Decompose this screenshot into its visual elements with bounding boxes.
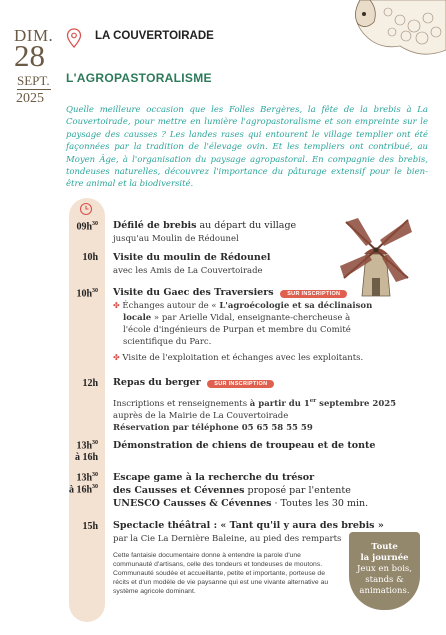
date-year: 2025 xyxy=(16,91,44,106)
event-2-title: Visite du moulin de Rédounel xyxy=(113,252,271,263)
registration-badge: SUR INSCRIPTION xyxy=(207,380,274,388)
date-divider xyxy=(17,89,51,90)
sheep-illustration xyxy=(330,0,446,66)
event-6-time: $13h^{30}$ xyxy=(76,472,98,484)
event-4-title: Repas du berger SUR INSCRIPTION xyxy=(113,377,274,388)
event-3-bullet-2: ✤ Visite de l'exploitation et échanges avec les exploitants. xyxy=(113,353,364,363)
clock-icon xyxy=(79,202,93,216)
event-4-detail: Inscriptions et renseignements à partir du 1er septembre 2025 auprès de la Mairie de La Couvertoirade Réservation par téléphone 05 65 58 55 59 xyxy=(113,398,397,433)
event-1-detail: jusqu'au Moulin de Rédounel xyxy=(113,234,239,244)
tag-body: Jeux en bois, stands & animations. xyxy=(357,564,412,596)
windmill-illustration xyxy=(338,212,414,298)
event-4-time: 12h xyxy=(82,378,98,389)
bullet-icon: ✤ xyxy=(113,353,120,362)
event-5-time-end: à 16h xyxy=(74,452,98,463)
date-weekday: DIM. xyxy=(14,26,54,45)
event-7-title: Spectacle théâtral : « Tant qu'il y aura des brebis » xyxy=(113,520,384,531)
event-6-subtitle: des Causses et Cévennes proposé par l'entente xyxy=(113,485,351,496)
event-7-time: 15h xyxy=(82,521,98,532)
event-6-title: Escape game à la recherche du trésor xyxy=(113,472,315,483)
event-7-description: Cette fantaisie documentaire donne à entendre la parole d'une communauté d'artisans, celle des tondeurs et tondeuses de moutons. Communauté soudée et accueillante, petite et importante, porteuse de récits et d'un modèle de vie paysanne qui est une vivante alternative au système agricole dominant. xyxy=(113,552,329,595)
event-2-detail: avec les Amis de La Couvertoirade xyxy=(113,266,263,276)
date-month: SEPT. xyxy=(17,73,50,88)
event-3-bullet-1: ✤ Échanges autour de « L'agroécologie et sa déclinaison locale » par Arielle Vidal, enseignante-chercheuse à l'école d'ingénieurs de Purpan et membre du Comité scientifique du Parc. xyxy=(113,301,373,347)
event-3-time: $10h^{30}$ xyxy=(76,288,98,300)
section-title: L'AGROPASTORALISME xyxy=(66,71,212,85)
tag-title: Toute la journée xyxy=(360,542,409,563)
all-day-tag xyxy=(349,532,420,610)
event-3-title: Visite du Gaec des Traversiers SUR INSCRIPTION xyxy=(113,287,347,298)
location-pin-icon xyxy=(66,28,82,48)
event-7-detail: par la Cie La Dernière Baleine, au pied des remparts xyxy=(113,534,342,544)
intro-text: Quelle meilleure occasion que les Folles Bergères, la fête de la brebis à La Couvertoirade, pour mettre en lumière l'agropastoralisme et son empreinte sur le paysage des causses ? Les landes rases qui entourent le village templier ont été façonnées par la tradition de l'élevage ovin. Et les templiers ont contribué, au Moyen Âge, à l'organisation du paysage agropastoral. En compagnie des brebis, tondeuses naturelles, découvrez l'importance du pâturage extensif pour le bien-être animal et la biodiversité. xyxy=(66,105,428,190)
registration-badge: SUR INSCRIPTION xyxy=(280,290,347,298)
event-5-time: $13h^{30}$ xyxy=(76,440,98,452)
event-6-time-end: à $16h^{30}$ xyxy=(68,484,98,496)
event-5-title: Démonstration de chiens de troupeau et de tonte xyxy=(113,440,376,451)
event-1-time: $09h^{30}$ xyxy=(76,221,98,233)
event-1-title: Défilé de brebis au départ du village xyxy=(113,220,297,231)
bullet-icon: ✤ xyxy=(113,301,120,310)
place-name: LA COUVERTOIRADE xyxy=(95,30,214,42)
date-day: 28 xyxy=(14,38,45,73)
event-2-time: 10h xyxy=(82,252,98,263)
event-6-partner: UNESCO Causses & Cévennes · Toutes les 30 min. xyxy=(113,498,369,509)
